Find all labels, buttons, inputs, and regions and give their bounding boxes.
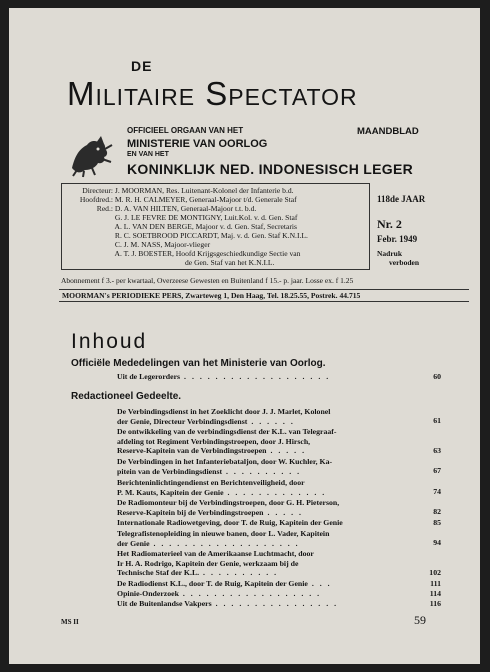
toc-entry: Telegrafistenopleiding in nieuwe banen, door L. Vader, Kapitein der Genie . . . . . . . . . . . . . . . . . . . (117, 529, 330, 548)
issue-number: Nr. 2 (377, 217, 402, 231)
staff-line: R. C. SOETBROOD PICCARDT, Maj. v. d. Gen. Staf K.N.I.L. (114, 231, 308, 240)
toc-entry: De Radiodienst K.L., door T. de Ruig, Kapitein der Genie . . . (117, 579, 332, 588)
divider-bottom (59, 301, 469, 302)
staff-line: de Gen. Staf van het K.N.I.L. (185, 258, 275, 267)
toc-entry: De ontwikkeling van de verbindingsdienst der K.L. van Telegraaf- afdeling tot Regiment Verbindingstroepen, door J. Hirsch, Reserve-Kapitein van de Verbindingstroepen . . . . . (117, 427, 337, 455)
staff-line: Hoofdred.: M. R. H. CALMEYER, Generaal-Majoor t/d. Generale Staf (79, 195, 297, 204)
toc-entry: Opinie-Onderzoek . . . . . . . . . . . . . . . . . . (117, 589, 322, 598)
staff-line: G. J. LE FEVRE DE MONTIGNY, Luit.Kol. v. d. Gen. Staf (114, 213, 298, 222)
toc-page-number: 94 (433, 538, 441, 547)
toc-entry: Uit de Legerorders . . . . . . . . . . . . . . . . . . . (117, 372, 331, 381)
frequency-label: MAANDBLAD (357, 126, 419, 137)
lion-emblem-icon (67, 134, 113, 178)
subtitle-ministry: MINISTERIE VAN OORLOG (127, 138, 268, 150)
toc-entry: Uit de Buitenlandse Vakpers . . . . . . . . . . . . . . . . (117, 599, 339, 608)
editorial-staff-box (61, 183, 370, 270)
reprint-notice-2: verboden (389, 258, 419, 267)
publisher-info: MOORMAN's PERIODIEKE PERS, Zwarteweg 1, Den Haag, Tel. 18.25.55, Postrek. 44.715 (62, 291, 361, 300)
journal-page (9, 8, 480, 664)
subscription-info: Abonnement f 3.- per kwartaal, Overzeese Gewesten en Buitenland f 15.- p. jaar. Losse ex. f 1.25 (61, 276, 354, 285)
divider-top (59, 289, 469, 290)
toc-entry: De Radiomonteur bij de Verbindingstroepen, door G. H. Pieterson, Reserve-Kapitein bij de Verbindingstroepen . . . . . (117, 498, 340, 517)
volume-year: 118de JAAR (377, 194, 426, 204)
toc-page-number: 85 (433, 518, 441, 527)
masthead-title: Militaire Spectator (67, 75, 358, 112)
toc-entry: De Verbindingen in het Infanteriebataljon, door W. Kuchler, Ka- pitein van de Verbindingsdienst . . . . . . . . . . (117, 457, 333, 476)
toc-page-number: 63 (433, 446, 441, 455)
toc-page-number: 74 (433, 487, 441, 496)
toc-page-number: 82 (433, 507, 441, 516)
toc-page-number: 102 (429, 568, 441, 577)
section-editorial: Redactioneel Gedeelte. (71, 391, 182, 402)
toc-page-number: 67 (433, 466, 441, 475)
footer-code: MS II (61, 618, 79, 626)
subtitle-and: EN VAN HET (127, 151, 169, 158)
toc-page-number: 111 (430, 579, 441, 588)
subtitle-official-organ: OFFICIEEL ORGAAN VAN HET (127, 126, 244, 135)
toc-entry: De Verbindingsdienst in het Zoeklicht door J. J. Marlet, Kolonel der Genie, Directeur Verbindingsdienst . . . . . . (117, 407, 331, 426)
toc-entry: Berichteninlichtingendienst en Berichtenveiligheid, door P. M. Kauts, Kapitein der Genie . . . . . . . . . . . . . (117, 478, 327, 497)
masthead-de: DE (131, 58, 153, 74)
toc-page-number: 116 (429, 599, 441, 608)
toc-entry: Internationale Radiowetgeving, door T. de Ruig, Kapitein der Genie (117, 518, 343, 527)
section-official: Officiële Mededelingen van het Ministerie van Oorlog. (71, 358, 326, 369)
issue-date: Febr. 1949 (377, 234, 418, 244)
toc-page-number: 114 (429, 589, 441, 598)
toc-entry: Het Radiomaterieel van de Amerikaanse Luchtmacht, door Ir H. A. Rodrigo, Kapitein der Genie, werkzaam bij de Technische Staf der K.L. . . . . . . . . . . (117, 549, 314, 577)
toc-page-number: 60 (433, 372, 441, 381)
contents-heading: Inhoud (71, 330, 148, 353)
page-number: 59 (414, 613, 426, 627)
staff-line: Directeur: J. MOORMAN, Res. Luitenant-Kolonel der Infanterie b.d. (82, 186, 294, 195)
staff-line: A. T. J. BOESTER, Hoofd Krijgsgeschiedkundige Sectie van (114, 249, 301, 258)
staff-line: A. L. VAN DEN BERGE, Majoor v. d. Gen. Staf, Secretaris (114, 222, 297, 231)
reprint-notice: Nadruk (377, 249, 403, 258)
toc-page-number: 61 (433, 416, 441, 425)
staff-line: Red.: D. A. VAN HILTEN, Generaal-Majoor t.t. b.d. (96, 204, 257, 213)
subtitle-knil: KONINKLIJK NED. INDONESISCH LEGER (127, 161, 414, 177)
staff-line: C. J. M. NASS, Majoor-vlieger (114, 240, 211, 249)
